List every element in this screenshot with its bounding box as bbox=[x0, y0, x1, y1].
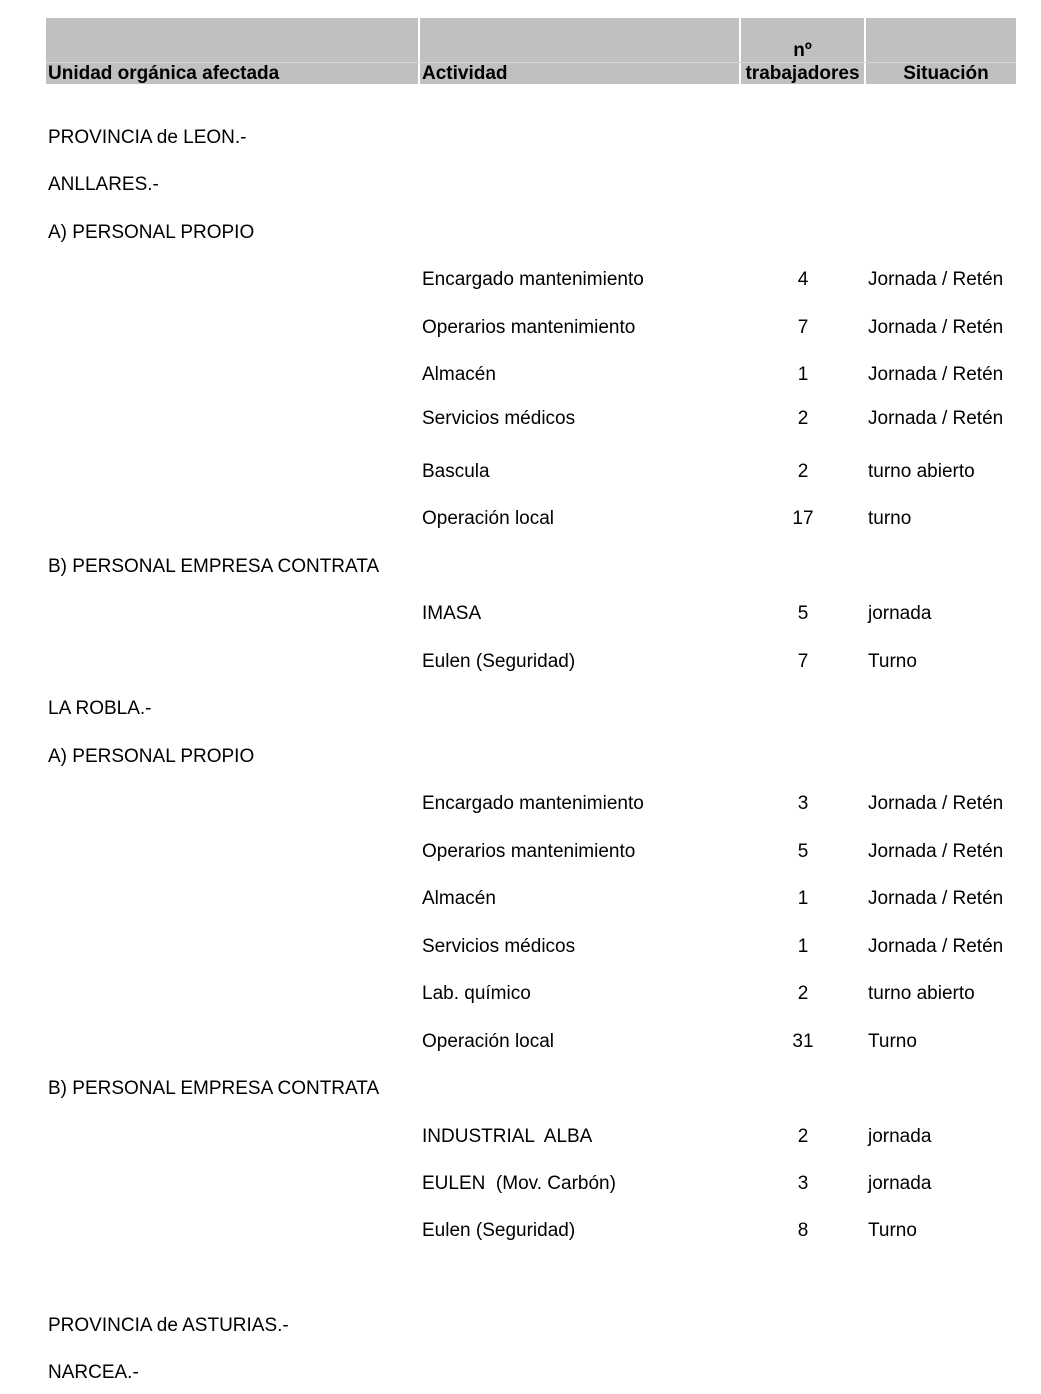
situation-cell: Jornada / Retén bbox=[868, 269, 1004, 290]
workers-count-cell: 2 bbox=[797, 408, 809, 429]
activity-cell: Servicios médicos bbox=[422, 936, 576, 957]
workers-count-cell: 1 bbox=[797, 936, 809, 957]
workers-count-cell: 2 bbox=[797, 1126, 809, 1147]
column-header-workers-line1: nº bbox=[793, 40, 812, 61]
activity-cell: Eulen (Seguridad) bbox=[422, 1220, 576, 1241]
section-heading: PROVINCIA de LEON.- bbox=[48, 127, 247, 148]
section-heading: A) PERSONAL PROPIO bbox=[48, 222, 255, 243]
situation-cell: Turno bbox=[868, 1220, 917, 1241]
situation-cell: Jornada / Retén bbox=[868, 364, 1004, 385]
column-header-workers-line2: trabajadores bbox=[745, 63, 860, 84]
situation-cell: jornada bbox=[868, 603, 932, 624]
situation-cell: Jornada / Retén bbox=[868, 936, 1004, 957]
workers-count-cell: 3 bbox=[797, 793, 809, 814]
activity-cell: Lab. químico bbox=[422, 983, 531, 1004]
situation-cell: turno abierto bbox=[868, 983, 975, 1004]
workers-count-cell: 8 bbox=[797, 1220, 809, 1241]
workers-count-cell: 1 bbox=[797, 364, 809, 385]
workers-count-cell: 7 bbox=[797, 317, 809, 338]
activity-cell: Operación local bbox=[422, 508, 555, 529]
workers-count-cell: 17 bbox=[792, 508, 814, 529]
activity-cell: IMASA bbox=[422, 603, 482, 624]
table-row bbox=[0, 983, 1041, 1007]
column-header-unit: Unidad orgánica afectada bbox=[48, 63, 280, 84]
workers-count-cell: 1 bbox=[797, 888, 809, 909]
column-header-activity: Actividad bbox=[422, 63, 508, 84]
situation-cell: Jornada / Retén bbox=[868, 841, 1004, 862]
activity-cell: Operarios mantenimiento bbox=[422, 841, 636, 862]
section-heading: ANLLARES.- bbox=[48, 174, 159, 195]
workers-count-cell: 4 bbox=[797, 269, 809, 290]
table-row bbox=[0, 269, 1041, 293]
activity-cell: Almacén bbox=[422, 888, 496, 909]
section-heading: LA ROBLA.- bbox=[48, 698, 152, 719]
activity-cell: Operación local bbox=[422, 1031, 555, 1052]
section-heading: NARCEA.- bbox=[48, 1362, 139, 1383]
activity-cell: EULEN (Mov. Carbón) bbox=[422, 1173, 616, 1194]
activity-cell: INDUSTRIAL ALBA bbox=[422, 1126, 593, 1147]
situation-cell: jornada bbox=[868, 1126, 932, 1147]
activity-cell: Eulen (Seguridad) bbox=[422, 651, 576, 672]
situation-cell: jornada bbox=[868, 1173, 932, 1194]
section-heading: PROVINCIA de ASTURIAS.- bbox=[48, 1315, 289, 1336]
workers-count-cell: 5 bbox=[797, 841, 809, 862]
section-heading: B) PERSONAL EMPRESA CONTRATA bbox=[48, 556, 380, 577]
table-row bbox=[0, 1126, 1041, 1150]
workers-count-cell: 7 bbox=[797, 651, 809, 672]
situation-cell: Jornada / Retén bbox=[868, 793, 1004, 814]
workers-count-cell: 3 bbox=[797, 1173, 809, 1194]
situation-cell: Turno bbox=[868, 1031, 917, 1052]
activity-cell: Servicios médicos bbox=[422, 408, 576, 429]
table-row bbox=[0, 888, 1041, 912]
column-header-situation: Situación bbox=[903, 63, 989, 84]
table-row bbox=[0, 461, 1041, 485]
workers-count-cell: 31 bbox=[792, 1031, 814, 1052]
activity-cell: Bascula bbox=[422, 461, 490, 482]
table-row bbox=[0, 936, 1041, 960]
table-row bbox=[0, 1173, 1041, 1197]
activity-cell: Almacén bbox=[422, 364, 496, 385]
table-row bbox=[0, 1031, 1041, 1055]
table-row bbox=[0, 408, 1041, 432]
section-heading: B) PERSONAL EMPRESA CONTRATA bbox=[48, 1078, 380, 1099]
situation-cell: Turno bbox=[868, 651, 917, 672]
table-row bbox=[0, 364, 1041, 388]
table-row bbox=[0, 841, 1041, 865]
table-row bbox=[0, 603, 1041, 627]
situation-cell: turno abierto bbox=[868, 461, 975, 482]
activity-cell: Encargado mantenimiento bbox=[422, 793, 644, 814]
workers-count-cell: 2 bbox=[797, 461, 809, 482]
table-row bbox=[0, 651, 1041, 675]
situation-cell: Jornada / Retén bbox=[868, 408, 1004, 429]
workers-count-cell: 5 bbox=[797, 603, 809, 624]
workers-count-cell: 2 bbox=[797, 983, 809, 1004]
table-row bbox=[0, 1220, 1041, 1244]
activity-cell: Operarios mantenimiento bbox=[422, 317, 636, 338]
table-row bbox=[0, 508, 1041, 532]
section-heading: A) PERSONAL PROPIO bbox=[48, 746, 255, 767]
situation-cell: Jornada / Retén bbox=[868, 317, 1004, 338]
situation-cell: Jornada / Retén bbox=[868, 888, 1004, 909]
activity-cell: Encargado mantenimiento bbox=[422, 269, 644, 290]
table-row bbox=[0, 793, 1041, 817]
situation-cell: turno bbox=[868, 508, 912, 529]
table-row bbox=[0, 317, 1041, 341]
